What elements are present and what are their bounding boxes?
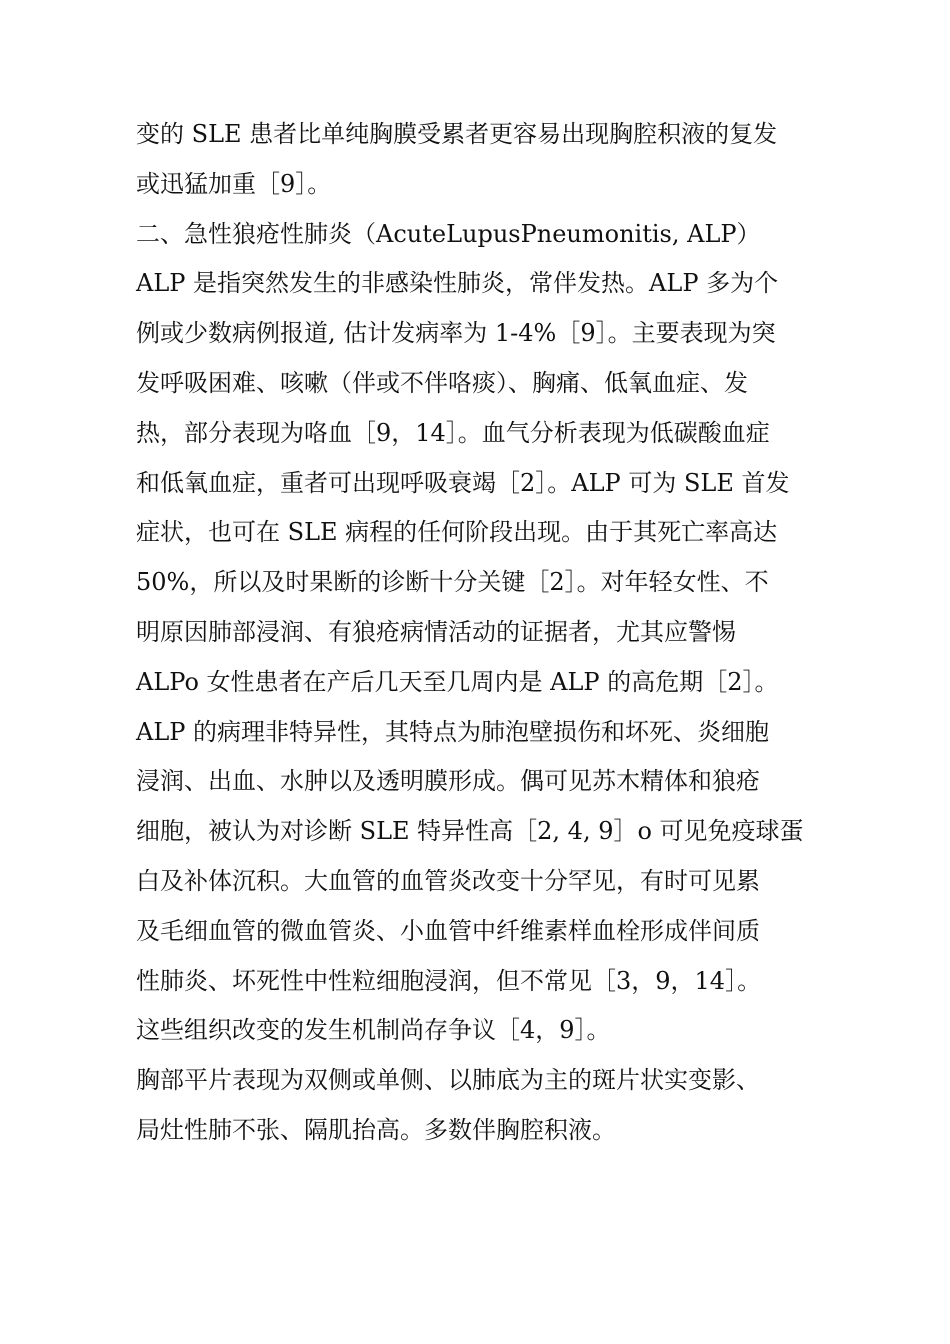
text-line: 发呼吸困难、咳嗽（伴或不伴咯痰）、胸痛、低氧血症、发 — [136, 368, 748, 397]
text-line: 和低氧血症，重者可出现呼吸衰竭［2］。ALP 可为 SLE 首发 — [136, 468, 790, 497]
text-line: 局灶性肺不张、隔肌抬高。多数伴胸腔积液。 — [136, 1115, 616, 1144]
text-line: 性肺炎、坏死性中性粒细胞浸润，但不常见［3，9，14］。 — [136, 966, 762, 995]
text-line: 白及补体沉积。大血管的血管炎改变十分罕见，有时可见累 — [136, 866, 760, 895]
text-line: 及毛细血管的微血管炎、小血管中纤维素样血栓形成伴间质 — [136, 916, 760, 945]
text-line: 例或少数病例报道, 估计发病率为 1-4%［9］。主要表现为突 — [136, 319, 776, 348]
text-line: 变的 SLE 患者比单纯胸膜受累者更容易出现胸腔积液的复发 — [136, 120, 778, 148]
text-line: 明原因肺部浸润、有狼疮病情活动的证据者，尤其应警惕 — [136, 617, 736, 646]
text-line: 症状，也可在 SLE 病程的任何阶段出现。由于其死亡率高达 — [136, 518, 778, 547]
text-line: 浸润、出血、水肿以及透明膜形成。偶可见苏木精体和狼疮 — [136, 767, 760, 796]
text-line: 50%，所以及时果断的诊断十分关键［2］。对年轻女性、不 — [136, 568, 769, 597]
text-line: 热，部分表现为咯血［9，14］。血气分析表现为低碳酸血症 — [136, 418, 770, 447]
section-heading: 二、急性狼疮性肺炎（AcuteLupusPneumonitis, ALP） — [136, 219, 761, 248]
body-text — [136, 110, 826, 1156]
text-line: 胸部平片表现为双侧或单侧、以肺底为主的斑片状实变影、 — [136, 1066, 760, 1095]
text-line: ALP 的病理非特异性，其特点为肺泡壁损伤和坏死、炎细胞 — [136, 717, 770, 746]
text-line: 这些组织改变的发生机制尚存争议［4，9］。 — [136, 1016, 611, 1045]
text-line: ALPo 女性患者在产后几天至几周内是 ALP 的高危期［2］。 — [136, 667, 779, 696]
text-line: ALP 是指突然发生的非感染性肺炎，常伴发热。ALP 多为个 — [136, 269, 779, 298]
text-line: 或迅猛加重［9］。 — [136, 169, 332, 198]
text-line: 细胞，被认为对诊断 SLE 特异性高［2, 4, 9］o 可见免疫球蛋 — [136, 817, 804, 846]
